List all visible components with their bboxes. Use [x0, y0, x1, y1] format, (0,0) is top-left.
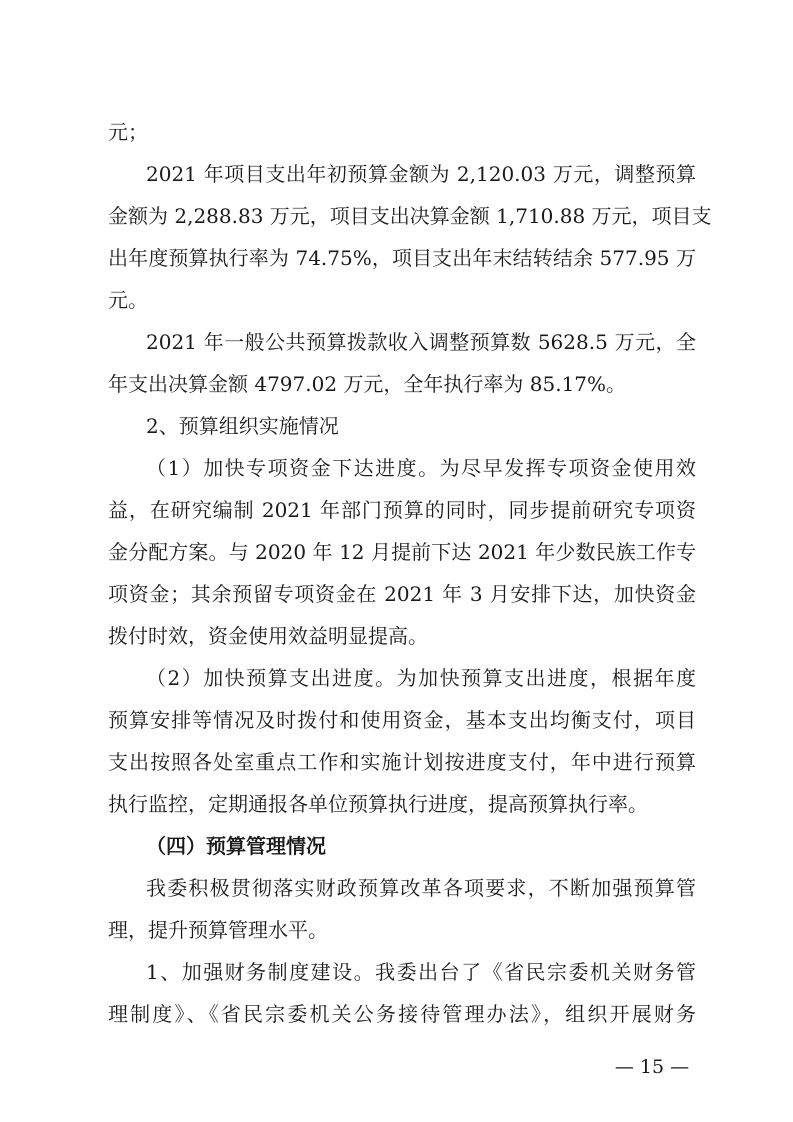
section-heading: 2、预算组织实施情况	[146, 414, 339, 438]
text-line: 元。	[108, 288, 148, 312]
text-line: 元；	[108, 120, 148, 144]
text-line: 预算安排等情况及时拨付和使用资金，基本支出均衡支付，项目	[108, 708, 696, 732]
text-line: （1）加快专项资金下达进度。为尽早发挥专项资金使用效	[146, 456, 696, 480]
text-line: 支出按照各处室重点工作和实施计划按进度支付，年中进行预算	[108, 750, 696, 774]
text-line: 出年度预算执行率为 74.75%，项目支出年末结转结余 577.95 万	[108, 246, 696, 270]
text-line: 2021 年一般公共预算拨款收入调整预算数 5628.5 万元，全	[146, 330, 696, 354]
text-line: 理制度》、《省民宗委机关公务接待管理办法》，组织开展财务	[108, 1002, 696, 1026]
text-line: （2）加快预算支出进度。为加快预算支出进度，根据年度	[146, 666, 696, 690]
section-heading: （四）预算管理情况	[146, 834, 326, 858]
page-number: — 15 —	[614, 1056, 690, 1078]
text-line: 年支出决算金额 4797.02 万元，全年执行率为 85.17%。	[108, 372, 627, 396]
text-line: 执行监控，定期通报各单位预算执行进度，提高预算执行率。	[108, 792, 648, 816]
text-line: 金分配方案。与 2020 年 12 月提前下达 2021 年少数民族工作专	[108, 540, 696, 564]
text-line: 1、加强财务制度建设。我委出台了《省民宗委机关财务管	[146, 960, 696, 984]
text-line: 项资金；其余预留专项资金在 2021 年 3 月安排下达，加快资金	[108, 582, 696, 606]
text-line: 2021 年项目支出年初预算金额为 2,120.03 万元，调整预算	[146, 162, 696, 186]
text-line: 拨付时效，资金使用效益明显提高。	[108, 624, 428, 648]
text-line: 理，提升预算管理水平。	[108, 918, 328, 942]
text-line: 益，在研究编制 2021 年部门预算的同时，同步提前研究专项资	[108, 498, 696, 522]
text-line: 金额为 2,288.83 万元，项目支出决算金额 1,710.88 万元，项目支	[108, 204, 712, 228]
text-line: 我委积极贯彻落实财政预算改革各项要求，不断加强预算管	[146, 876, 696, 900]
